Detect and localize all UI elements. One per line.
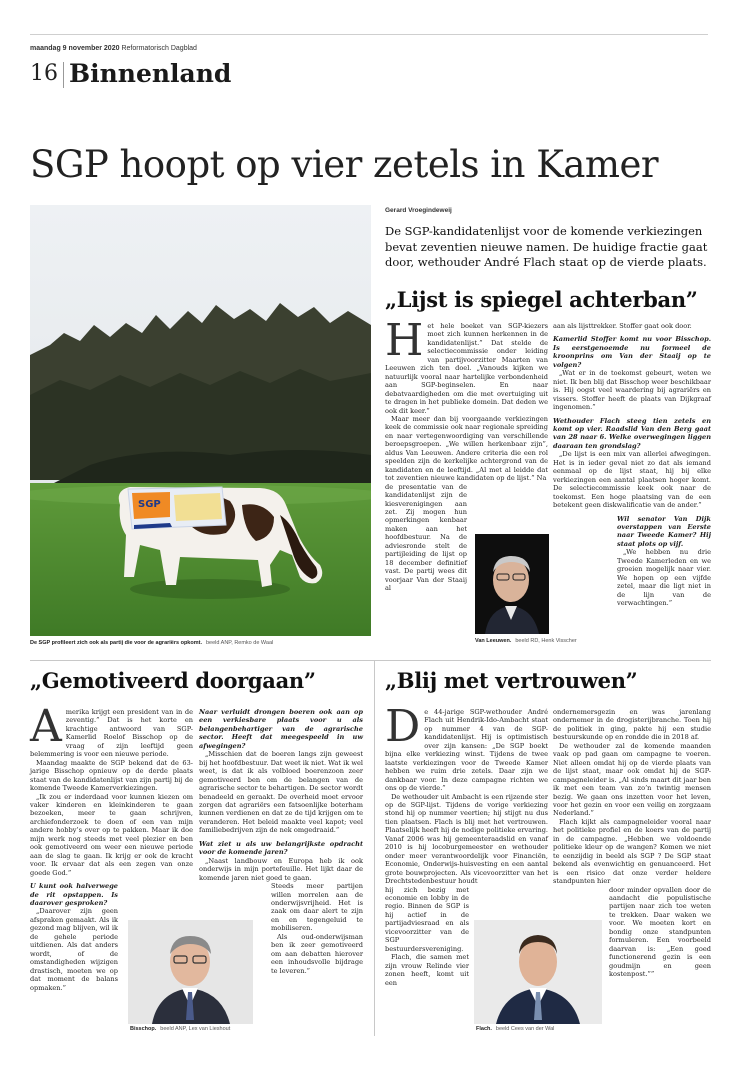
paper-name: Reformatorisch Dagblad — [121, 45, 197, 52]
van-leeuwen-credit: beeld RD, Henk Visscher — [515, 638, 577, 644]
gemotiveerd-paragraph: „Daarover zijn geen afspraken gemaakt. Als ik gezond mag blijven, wil ik de gehele periode uitdienen. Als dat anders wordt, of de omstandigheden wijzigen drastisch, moeten we op dat moment de balans opmaken.” — [30, 907, 118, 992]
vertrouwen-paragraph: Flach, die samen met zijn vrouw Relinde vier zonen heeft, komt uit een — [385, 953, 469, 987]
lijst-question: Kamerlid Stoffer komt nu voor Bisschop. Is eerstgenoemde nu formeel de kroonprins om Van der Staaij op te volgen? — [553, 335, 711, 369]
vertrouwen-paragraph: ondernemersgezin en was jarenlang ondernemer in de drogisterijbranche. Toen hij de politiek in ging, pakte hij een studie bestuurskunde op en rondde die in 2018 af. — [553, 708, 711, 742]
gemotiveerd-heading: „Gemotiveerd doorgaan” — [30, 668, 316, 693]
van-leeuwen-caption-text: Van Leeuwen. — [475, 638, 512, 644]
section-rule — [30, 660, 711, 661]
bisschop-credit: beeld ANP, Lex van Lieshout — [160, 1026, 231, 1032]
gemotiveerd-column-2 — [199, 708, 363, 1038]
flach-credit: beeld Cees van der Wal — [495, 1026, 555, 1032]
vertrouwen-heading: „Blij met vertrouwen” — [385, 668, 638, 693]
flach-caption — [476, 1026, 554, 1032]
section-separator — [63, 62, 64, 88]
lijst-paragraph: „We hebben nu drie Tweede Kamerleden en we groeien mogelijk naar vier. We hopen op een vijfde zetel, maar die ligt niet in de lijn van de verwachtingen.” — [617, 548, 711, 608]
byline: Gerard Vroegindeweij — [385, 207, 452, 214]
article-headline: SGP hoopt op vier zetels in Kamer — [30, 143, 659, 186]
gemotiveerd-paragraph: Maandag maakte de SGP bekend dat de 63-jarige Bisschop opnieuw op de derde plaats staat van de kandidatenlijst van zijn partij bij de komende Tweede Kamerverkiezingen. — [30, 758, 193, 793]
vertrouwen-paragraph: De wethouder zal de komende maanden vaak op pad gaan om campagne te voeren. Niet alleen omdat hij op de vierde plaats van de lijst staat, maar ook omdat hij de SGP-campagneleider is. „Al sinds maart dit jaar ben ik met een team van zo’n twintig mensen bezig. We gaan ons inzetten voor het leven, voor het gezin en voor een veilig en zorgzaam Nederland.” — [553, 741, 712, 818]
column-rule — [374, 660, 375, 1036]
top-rule — [30, 34, 708, 35]
lijst-paragraph: aan als lijsttrekker. Stoffer gaat ook door. — [553, 322, 692, 330]
lijst-paragraph: de presentatie van de kandidatenlijst zijn de kiesverenigingen aan zet. Zij mogen hun opmerkingen kenbaar maken aan het hoofdbestuur. Na de adviesronde stelt de partijleiding de lijst op 18 december definitief vast. De partij wees dit voorjaar Van der Staaij al — [385, 482, 467, 593]
lijst-column-2 — [553, 322, 711, 648]
lijst-paragraph: „Wat er in de toekomst gebeurt, weten we niet. Ik ben blij dat Bisschop weer beschikbaar is. Hij oogst veel waardering bij agrariërs en vissers. Stoffer heeft de plaats van Dijkgraaf ingenomen.” — [553, 369, 711, 412]
lijst-question: Wethouder Flach steeg tien zetels en komt op vier. Raadslid Van den Berg gaat van 28 naar 6. Welke overwegingen liggen daaraan ten grondslag? — [553, 416, 711, 450]
gemotiveerd-paragraph: „Ik zou er inderdaad voor kunnen kiezen om vaker kinderen en kleinkinderen te gaan bezoeken, meer te gaan schrijven, archiefonderzoek te doen of een van mijn andere hobby’s over op te pakken. Maar ik doe mijn werk nog steeds met veel plezier en ben ook gemotiveerd om weer een nieuwe periode aan de slag te gaan. Ik krijg er ook de kracht voor. Ik ervaar dat als een zegen van onze goede God.” — [30, 792, 193, 877]
lijst-paragraph: Maar meer dan bij voorgaande verkiezingen keek de commissie ook naar regionale spreiding en naar vertegenwoordiging van verschillende beroepsgroepen. „We willen herkenbaar zijn”, aldus Van Leeuwen. Andere criteria die een rol speelden zijn de kerkelijke achtergrond van de kandidaten en de leeftijd. „Al met al leidde dat tot zeventien nieuwe kandidaten op de lijst.” Na — [385, 414, 548, 483]
lijst-paragraph: „De lijst is een mix van allerlei afwegingen. Het is in ieder geval niet zo dat als iemand eenmaal op de lijst staat, hij bij elke verkiezingen een aantal plaatsen hoger komt. De selectiecommissie keek ook naar de toekomst. Een hoge plaatsing van de een betekent geen diskwalificatie van de ander.” — [553, 450, 711, 510]
vertrouwen-paragraph: De wethouder uit Ambacht is een rijzende ster op de SGP-lijst. Tijdens de vorige verkiezing stond hij op nummer veertien; hij stijgt nu dus tien plaatsen. Flach is blij met het vertrouwen. Plaatselijk heeft hij de nodige politieke ervaring. Vanaf 2006 was hij gemeenteraadslid en vanaf 2010 is hij locoburgemeester en wethouder onder meer verantwoordelijk voor Financiën, Economie, Onderwijs-huisvesting en een aantal grote bouwprojecten. Als vicevoorzitter van het Drechtstedenbestuur houdt — [385, 792, 549, 886]
flach-caption-text: Flach. — [476, 1026, 492, 1032]
cow-in-field-image — [30, 205, 371, 636]
lijst-question: Wil senator Van Dijk overstappen van Eerste naar Tweede Kamer? Hij staat plots op vijf. — [617, 514, 711, 548]
main-photo-credit: beeld ANP, Remko de Waal — [205, 640, 274, 646]
gemotiveerd-paragraph: Als oud-onderwijsman ben ik zeer gemotiveerd om aan debatten hierover een inhoudsvolle bijdrage te leveren.” — [271, 932, 363, 975]
gemotiveerd-paragraph: „Naast landbouw en Europa heb ik ook onderwijs in mijn portefeuille. Het lijkt daar de komende jaren niet goed te gaan. — [199, 856, 363, 882]
vertrouwen-dropcap: D — [385, 701, 421, 752]
van-leeuwen-photo — [475, 534, 549, 634]
dateline — [30, 45, 197, 52]
portrait-van-leeuwen — [475, 534, 549, 634]
main-photo-caption-text: De SGP profileert zich ook als partij die voor de agrariërs opkomt. — [30, 640, 202, 646]
main-photo — [30, 205, 371, 636]
gemotiveerd-question: Wat ziet u als uw belangrijkste opdracht voor de komende jaren? — [199, 839, 363, 857]
vertrouwen-column-2 — [553, 708, 711, 1038]
banner-logo-text: SGP — [138, 499, 161, 510]
vertrouwen-paragraph: hij zich bezig met economie en lobby in de regio. Binnen de SGP is hij actief in de partijadviesraad en als vicevoorzitter van de SGP bestuurdersvereniging. — [385, 885, 469, 953]
gemotiveerd-paragraph: Steeds meer partijen willen morrelen aan de onderwijsvrijheid. Het is zaak om daar alert te zijn en en tegengeluid te mobiliseren. — [271, 882, 363, 933]
lijst-paragraph: et hele boeket van SGP-kiezers moet zich kunnen herkennen in de kandidatenlijst.” Dat stelde de selectiecommissie onder leiding van partijvoorzitter Maarten van Leeuwen zich ten doel. „Vanouds kijken we natuurlijk vooral naar hartelijke verbondenheid aan SGP-beginselen. En naar debatvaardigheden om die met overtuiging uit te dragen in het publieke domein. Dat deden we ook dit keer.” — [385, 322, 548, 415]
intro-paragraph: De SGP-kandidatenlijst voor de komende verkiezingen bevat zeventien nieuwe namen. De huidige fractie gaat door, wethouder André Flach staat op de vierde plaats. — [385, 224, 708, 270]
lijst-dropcap: H — [385, 315, 424, 366]
gemotiveerd-question: U kunt ook halverwege de rit opstappen. Is daarover gesproken? — [30, 882, 118, 907]
vertrouwen-paragraph: door minder opvallen door de aandacht die populistische partijen naar zich toe weten te trekken. Daar waken we voor. We moeten kort en bondig onze standpunten formuleren. Een voorbeeld daarvan is: „Een goed functionerend gezin is een goudmijn en geen kostenpost.”” — [609, 885, 711, 979]
vertrouwen-paragraph: Flach kijkt als campagneleider vooral naar het politieke profiel en de koers van de partij in de campagne. „Hebben we voldoende politieke kleur op de wangen? Komen we niet te eenzijdig in beeld als SGP ? De SGP staat bekend als evenwichtig en genuanceerd. Het is een risico dat onze verder heldere standpunten hier — [553, 817, 711, 886]
bisschop-caption-text: Bisschop. — [130, 1026, 157, 1032]
section-title: Binnenland — [69, 59, 232, 88]
gemotiveerd-paragraph: merika krijgt een president van in de zeventig.” Dat is het korte en krachtige antwoord van SGP-Kamerlid Roelof Bisschop op de vraag of zijn leeftijd geen belemmering is voor een nieuwe periode. — [30, 708, 193, 759]
main-photo-caption — [30, 640, 273, 646]
date: maandag 9 november 2020 — [30, 45, 120, 52]
gemotiveerd-question: Naar verluidt drongen boeren ook aan op een verkiesbare plaats voor u als belangenbehartiger van de agrarische sector. Heeft dat meegespeeld in uw afwegingen? — [199, 708, 363, 750]
lijst-heading: „Lijst is spiegel achterban” — [385, 287, 698, 312]
gemotiveerd-paragraph: „Misschien dat de boeren langs zijn geweest bij het hoofdbestuur. Dat weet ik niet. Wat ik wel weet, is dat ik als volbloed boerenzoon zeer gemotiveerd ben om de belangen van de agrarische sector te behartigen. De sector wordt benadeeld en geraakt. De overheid moet ervoor zorgen dat agrariërs een fatsoenlijke boterham kunnen verdienen en dat ze de tijd krijgen om te veranderen. Het beleid maakte veel kapot; veel familiebedrijven zijn de nek omgedraaid.” — [199, 750, 363, 835]
vertrouwen-paragraph: e 44-jarige SGP-wethouder André Flach uit Hendrik-Ido-Ambacht staat op nummer 4 van de SGP-kandidatenlijst. Hij is optimistisch over zijn kansen: „De SGP boekt bijna elke verkiezing winst. Tijdens de twee laatste verkiezingen voor de Tweede Kamer hebben we ruim drie zetels. Daar zijn we dankbaar voor. In deze campagne richten we ons op de vierde.” — [385, 708, 548, 793]
page-number: 16 — [30, 61, 58, 86]
gemotiveerd-dropcap: A — [30, 701, 62, 752]
